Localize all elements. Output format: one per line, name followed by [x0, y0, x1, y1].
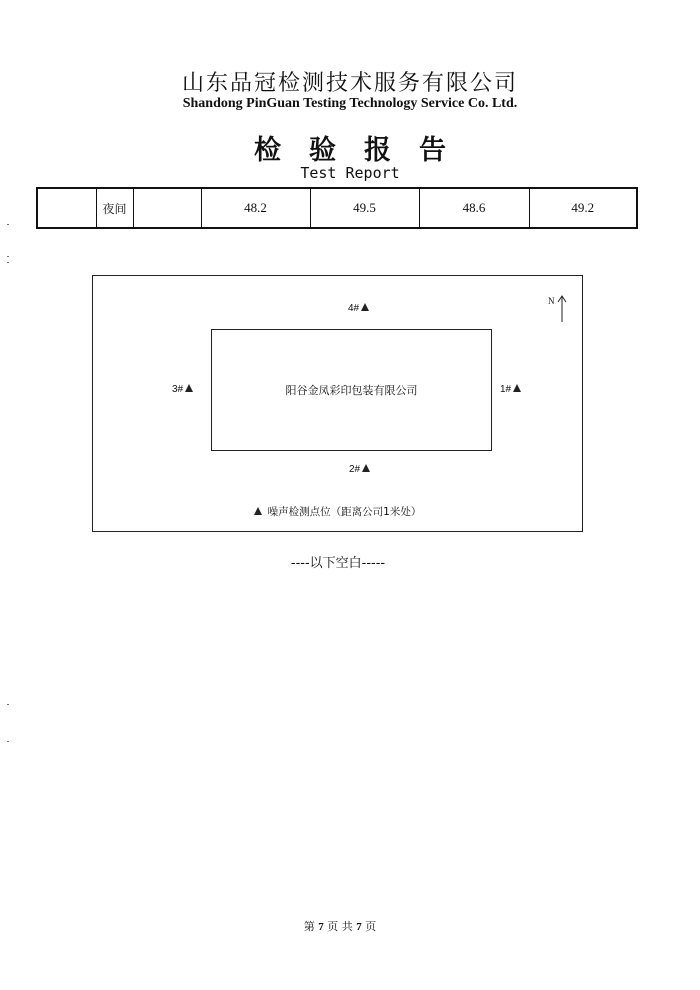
scan-mark — [7, 224, 9, 225]
table-cell-period: 夜间 — [96, 188, 133, 228]
measurement-table — [36, 187, 638, 229]
table-cell-value: 49.2 — [529, 188, 637, 228]
triangle-marker-icon — [254, 507, 262, 515]
north-arrow-icon — [556, 294, 568, 324]
table-cell-value: 48.2 — [201, 188, 310, 228]
table-row — [37, 188, 637, 228]
table-cell-value: 49.5 — [310, 188, 419, 228]
monitoring-point-4 — [348, 303, 369, 314]
north-label: N — [548, 296, 555, 306]
point-label: 1# — [500, 384, 512, 395]
company-name-cn: 山东品冠检测技术服务有限公司 — [181, 71, 518, 96]
legend-text: 噪声检测点位（距离公司1米处） — [267, 506, 422, 518]
footer-prefix: 第 — [303, 920, 315, 933]
current-page-number: 7 — [318, 921, 324, 933]
triangle-marker-icon — [361, 303, 369, 311]
triangle-marker-icon — [362, 464, 370, 472]
triangle-marker-icon — [513, 384, 521, 392]
scan-mark — [7, 704, 9, 705]
table-cell — [133, 188, 201, 228]
scan-mark — [7, 262, 9, 263]
company-building — [211, 329, 492, 451]
point-label: 3# — [172, 384, 184, 395]
table-cell-value: 48.6 — [419, 188, 529, 228]
total-pages-number: 7 — [356, 921, 362, 933]
scan-mark — [7, 741, 9, 742]
monitoring-point-2 — [349, 464, 370, 475]
company-label: 阳谷金凤彩印包装有限公司 — [285, 384, 418, 397]
footer-middle: 页 共 — [327, 920, 353, 933]
blank-below-note: ----以下空白----- — [290, 556, 386, 571]
monitoring-point-1 — [500, 384, 521, 395]
table-cell — [37, 188, 96, 228]
report-title-cn: 检验报告 — [254, 135, 474, 166]
page-footer — [0, 918, 680, 934]
scan-mark — [7, 256, 9, 257]
report-title-en: Test Report — [300, 164, 400, 182]
diagram-legend — [0, 504, 673, 519]
monitoring-point-3 — [172, 384, 193, 395]
footer-suffix: 页 — [365, 920, 377, 933]
point-label: 2# — [349, 464, 361, 475]
triangle-marker-icon — [185, 384, 193, 392]
point-label: 4# — [348, 303, 360, 314]
company-name-en: Shandong PinGuan Testing Technology Service Co. Ltd. — [182, 96, 518, 111]
